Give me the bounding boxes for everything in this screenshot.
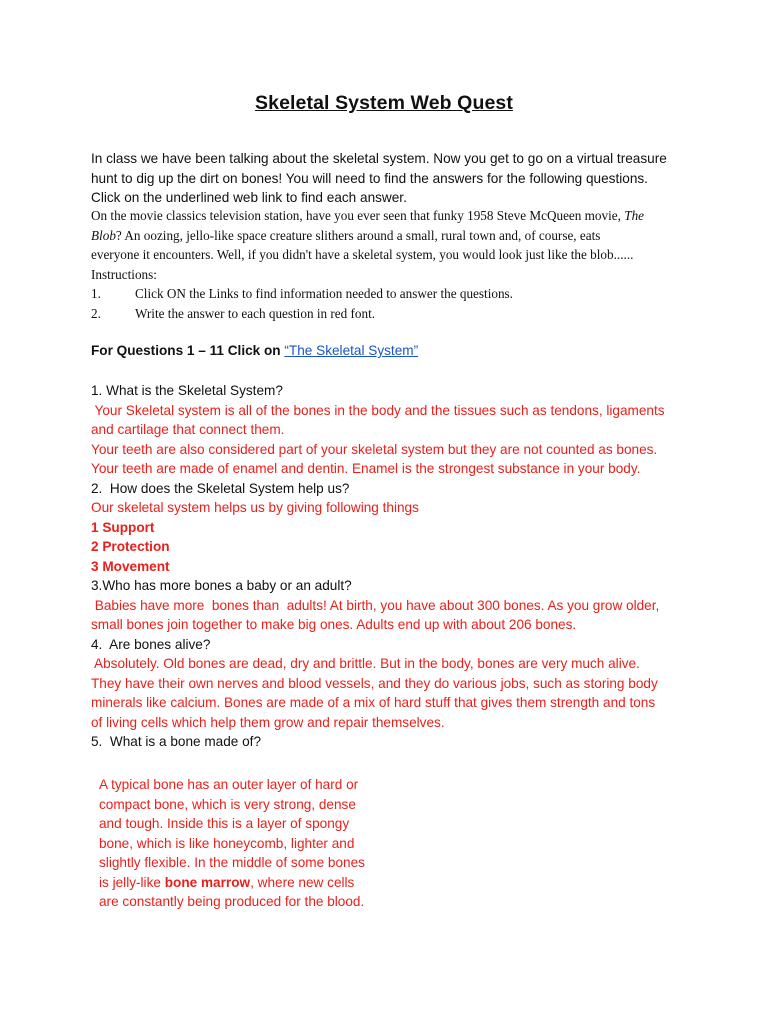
answer-4-line: of living cells which help them grow and repair themselves. (91, 714, 445, 730)
answer-2-item: 1 Support (91, 519, 155, 535)
bone-answer-text: is jelly-like (99, 874, 165, 890)
page-title: Skeletal System Web Quest (255, 92, 513, 114)
questions-header-label: For Questions 1 – 11 Click on (91, 343, 285, 358)
answer-4-line: They have their own nerves and blood vessels, and they do various jobs, such as storing body (91, 675, 658, 691)
answer-1-line: Your teeth are made of enamel and dentin. Enamel is the strongest substance in your body. (91, 461, 641, 476)
bone-answer-line: bone, which is like honeycomb, lighter and (99, 835, 355, 851)
bone-answer-line (99, 873, 389, 893)
answer-1-line: and cartilage that connect them. (91, 422, 285, 437)
blob-text: ...... (613, 247, 634, 262)
blob-line-2 (91, 226, 691, 246)
answer-3-line: Babies have more bones than adults! At birth, you have about 300 bones. As you grow older, (91, 597, 660, 613)
question-3: 3.Who has more bones a baby or an adult? (91, 578, 352, 593)
bone-answer-line: are constantly being produced for the blood. (99, 894, 365, 909)
blob-text: everyone it encounters. Well, if you didn't have a skeletal system, you would look just like the (91, 247, 591, 262)
bone-composition-answer (99, 775, 389, 912)
question-5: 5. What is a bone made of? (91, 734, 262, 749)
answer-4-line: minerals like calcium. Bones are made of a mix of hard stuff that gives them strength and tons (91, 695, 656, 710)
movie-title-italic: Blob (91, 227, 116, 243)
intro-paragraph (91, 149, 691, 208)
bone-marrow-term: bone marrow (164, 874, 251, 890)
movie-title-italic: The (624, 208, 645, 223)
instruction-text: Click ON the Links to find information needed to answer the questions. (135, 286, 513, 301)
answer-1-line: Your Skeletal system is all of the bones in the body and the tissues such as tendons, ligaments (91, 402, 665, 418)
answer-4-line: Absolutely. Old bones are dead, dry and brittle. But in the body, bones are very much alive. (91, 656, 640, 671)
blob-text: ? An oozing, jello-like space creature slithers around a small, rural town and, of course, eats (115, 227, 601, 243)
question-2: 2. How does the Skeletal System help us? (91, 480, 350, 496)
blob-text: On the movie classics television station, have you ever seen that funky 1958 Steve McQueen movie, (91, 208, 625, 223)
instruction-text: Write the answer to each question in red font. (135, 305, 376, 321)
answer-2-item: 3 Movement (91, 558, 170, 574)
blob-word: blob (590, 247, 614, 262)
answer-3-line: small bones join together to make big ones. Adults end up with about 206 bones. (91, 617, 577, 632)
answer-1-line: Your teeth are also considered part of your skeletal system but they are not counted as bones. (91, 441, 658, 457)
answer-2-item: 2 Protection (91, 539, 170, 554)
intro-line: Click on the underlined web link to find each answer. (91, 190, 407, 205)
instruction-item (91, 304, 691, 324)
question-1: 1. What is the Skeletal System? (91, 383, 283, 398)
bone-answer-text: , where new cells (250, 874, 355, 890)
intro-line: In class we have been talking about the skeletal system. Now you get to go on a virtual treasure (91, 151, 667, 166)
questions-header (91, 343, 418, 358)
blob-paragraph (91, 206, 691, 323)
bone-answer-line: and tough. Inside this is a layer of spongy (99, 816, 350, 831)
instructions-heading: Instructions: (91, 266, 157, 282)
instruction-number: 1. (91, 286, 101, 301)
blob-line-3 (91, 245, 691, 265)
blob-line-1 (91, 206, 691, 226)
bone-answer-line: slightly flexible. In the middle of some bones (99, 855, 365, 870)
instruction-number: 2. (91, 305, 101, 321)
answer-2-intro: Our skeletal system helps us by giving following things (91, 500, 419, 515)
intro-line: hunt to dig up the dirt on bones! You will need to find the answers for the following questions. (91, 170, 648, 186)
question-4: 4. Are bones alive? (91, 636, 211, 652)
skeletal-system-link[interactable]: “The Skeletal System” (284, 343, 419, 358)
bone-answer-line: A typical bone has an outer layer of hard or (99, 777, 359, 792)
instruction-item (91, 284, 691, 304)
questions-answers (91, 381, 691, 752)
bone-answer-line: compact bone, which is very strong, dense (99, 796, 356, 812)
